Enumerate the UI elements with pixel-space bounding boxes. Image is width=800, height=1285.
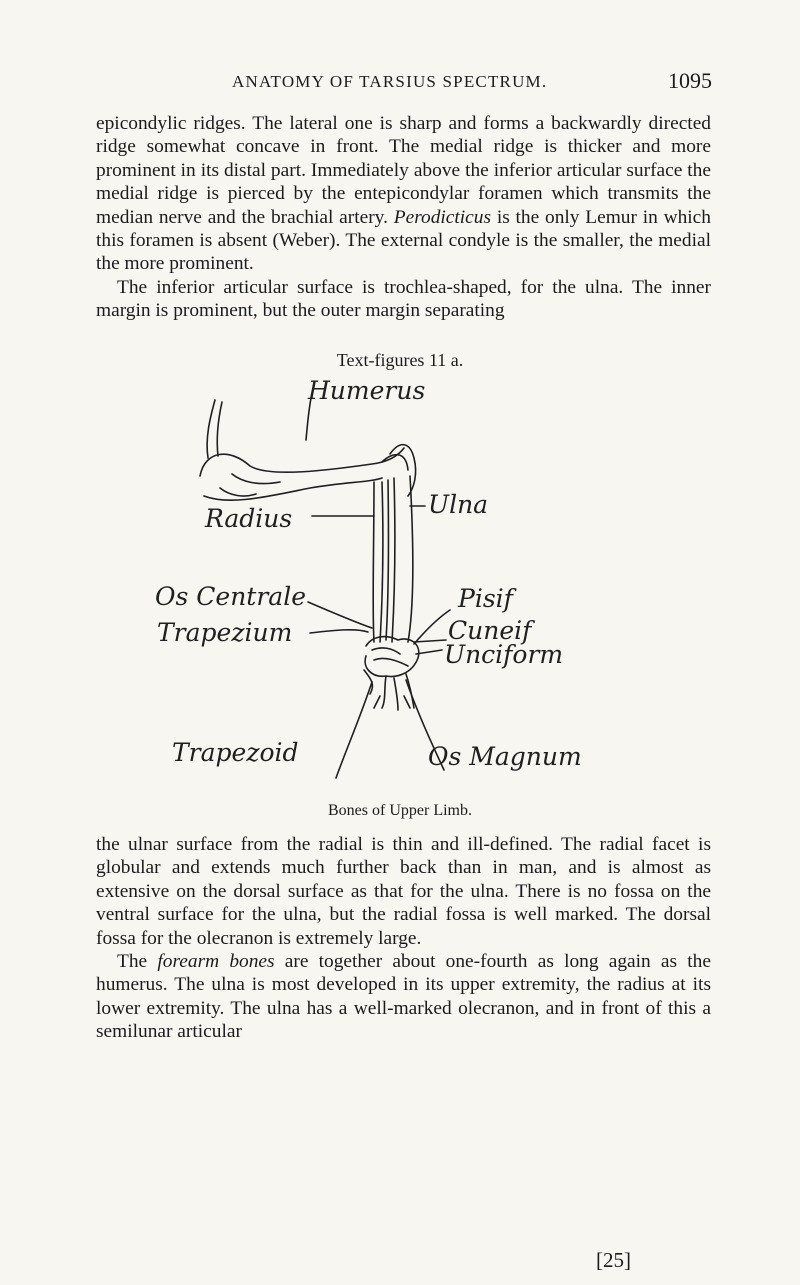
label-trapezoid: Trapezoid <box>172 738 299 767</box>
figure-caption: Bones of Upper Limb. <box>328 802 472 819</box>
paragraph-text: The <box>117 951 158 973</box>
paragraph-text: is the only Lemur in which this foramen is absent (Weber). The external condyle is the smaller, the medial the more prominent. <box>96 206 711 275</box>
humerus-distal <box>200 448 404 476</box>
paragraph-text: epicondylic ridges. The lateral one is sharp and forms a backwardly directed ridge somewhat concave in front. The medial ridge is thicker and more prominent in its distal part. Immediately above the inferior articular surface the medial ridge is pierced by the entepicondylar foramen which transmits the median nerve and the brachial artery. <box>96 113 711 228</box>
paragraph-ulnar-surface <box>96 833 711 1044</box>
label-os-magnum: Os Magnum <box>428 742 582 771</box>
label-cuneif: Cuneif <box>448 616 532 645</box>
label-pisif: Pisif <box>458 584 513 613</box>
signature-mark: [25] <box>596 1248 631 1272</box>
paragraph-text: are together about one-fourth as long again as the humerus. The ulna is most developed in its upper extremity, the radius at its lower extremity. The ulna has a well-marked olecranon, and in front of this a semilunar articular <box>96 951 711 1043</box>
label-os-centrale: Os Centrale <box>155 582 306 611</box>
page-header <box>0 68 800 98</box>
bone-figure <box>155 376 660 798</box>
leader-pisif <box>414 610 450 644</box>
leader-os-centrale <box>308 602 372 628</box>
radius-shaft-right <box>380 482 383 642</box>
figure-title: Text-figures 11 a. <box>336 350 464 370</box>
humerus-distal-lower <box>204 478 382 500</box>
humerus-shaft <box>207 400 215 458</box>
paragraph-text: the ulnar surface from the radial is thin and ill-defined. The radial facet is globular and extends much further back than in man, and is almost as extensive on the dorsal surface as that for the ulna. There is no fossa on the ventral surface for the ulna, but the radial fossa is well marked. The dorsal fossa for the olecranon is extremely large. <box>96 834 711 949</box>
page-number: 1095 <box>668 68 712 93</box>
leader-unciform <box>416 650 442 654</box>
italic-forearm-bones: forearm bones <box>157 951 275 973</box>
leader-cuneif <box>414 640 446 642</box>
label-trapezium: Trapezium <box>157 618 293 647</box>
ulna-shaft-left <box>392 478 395 642</box>
label-radius: Radius <box>205 504 293 533</box>
paragraph-forearm <box>96 950 711 1044</box>
label-humerus: Humerus <box>308 376 426 405</box>
paragraph-articular: The inferior articular surface is trochlea-shaped, for the ulna. The inner margin is prominent, but the outer margin separating <box>96 276 711 322</box>
label-unciform: Unciform <box>444 640 564 669</box>
italic-genus: Perodicticus <box>393 206 492 228</box>
digit-left <box>336 682 372 778</box>
running-head: ANATOMY OF TARSIUS SPECTRUM. <box>232 72 548 91</box>
leader-trapezium <box>310 630 368 633</box>
label-ulna: Ulna <box>428 490 489 519</box>
paragraph-epicondylic <box>96 112 711 323</box>
radius-shaft-left <box>373 482 374 642</box>
ulna-shaft-right <box>408 476 413 642</box>
humerus-shaft-inner <box>217 402 222 456</box>
